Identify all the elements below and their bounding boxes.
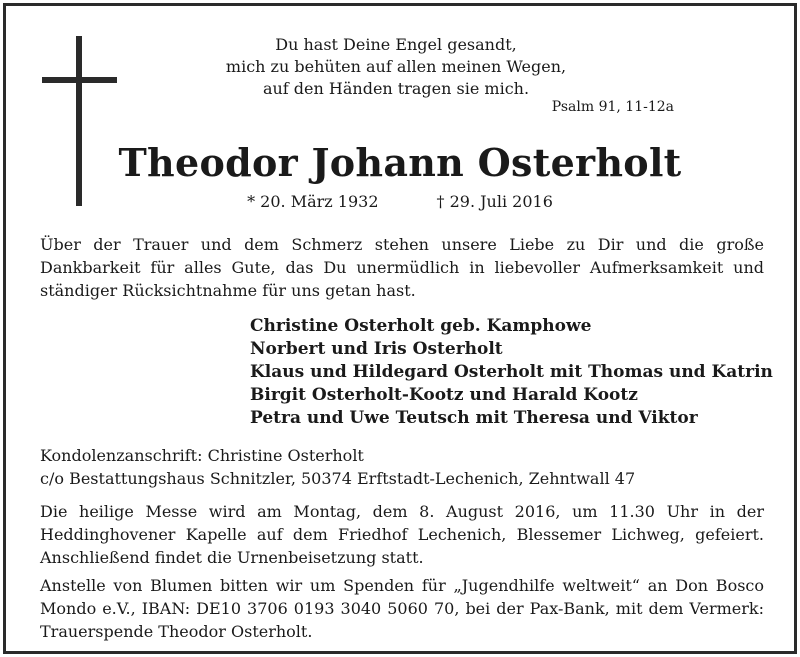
- death-date: † 29. Juli 2016: [436, 192, 553, 211]
- mourner-name: Klaus und Hildegard Osterholt mit Thomas und Katrin: [250, 362, 773, 382]
- deceased-name: Theodor Johann Osterholt: [118, 140, 682, 185]
- life-dates: [6, 192, 794, 211]
- donation-info: Anstelle von Blumen bitten wir um Spenden für „Jugendhilfe weltweit“ an Don Bosco Mondo e.V., IBAN: DE10 3706 0193 3040 5060 70, bei der Pax-Bank, mit dem Vermerk: Trauerspende Theodor Osterholt.: [40, 576, 764, 641]
- mourner-name: Petra und Uwe Teutsch mit Theresa und Viktor: [250, 408, 698, 428]
- condolence-line: c/o Bestattungshaus Schnitzler, 50374 Erftstadt-Lechenich, Zehntwall 47: [40, 469, 636, 488]
- birth-date: * 20. März 1932: [247, 192, 379, 211]
- mourner-name: Norbert und Iris Osterholt: [250, 339, 503, 359]
- bible-verse: [196, 34, 596, 100]
- verse-line: Du hast Deine Engel gesandt,: [275, 35, 517, 54]
- mass-info: Die heilige Messe wird am Montag, dem 8. August 2016, um 11.30 Uhr in der Heddinghovener Kapelle auf dem Friedhof Lechenich, Blessemer Lichweg, gefeiert. Anschließend findet die Urnenbeisetzung statt.: [40, 502, 764, 567]
- cross-horizontal-bar: [42, 77, 117, 83]
- verse-source: Psalm 91, 11-12a: [551, 99, 674, 115]
- verse-line: mich zu behüten auf allen meinen Wegen,: [225, 57, 567, 76]
- mourners-list: [250, 315, 773, 430]
- mourner-name: Christine Osterholt geb. Kamphowe: [250, 316, 592, 336]
- condolence-line: Kondolenzanschrift: Christine Osterholt: [40, 446, 364, 465]
- tribute-text: Über der Trauer und dem Schmerz stehen unsere Liebe zu Dir und die große Dankbarkeit für alles Gute, das Du unermüdlich in liebevoller Aufmerksamkeit und ständiger Rücksichtnahme für uns getan hast.: [40, 235, 764, 300]
- condolence-address: [40, 444, 635, 490]
- verse-line: auf den Händen tragen sie mich.: [262, 79, 530, 98]
- obituary-notice: [3, 3, 797, 654]
- mourner-name: Birgit Osterholt-Kootz und Harald Kootz: [250, 385, 638, 405]
